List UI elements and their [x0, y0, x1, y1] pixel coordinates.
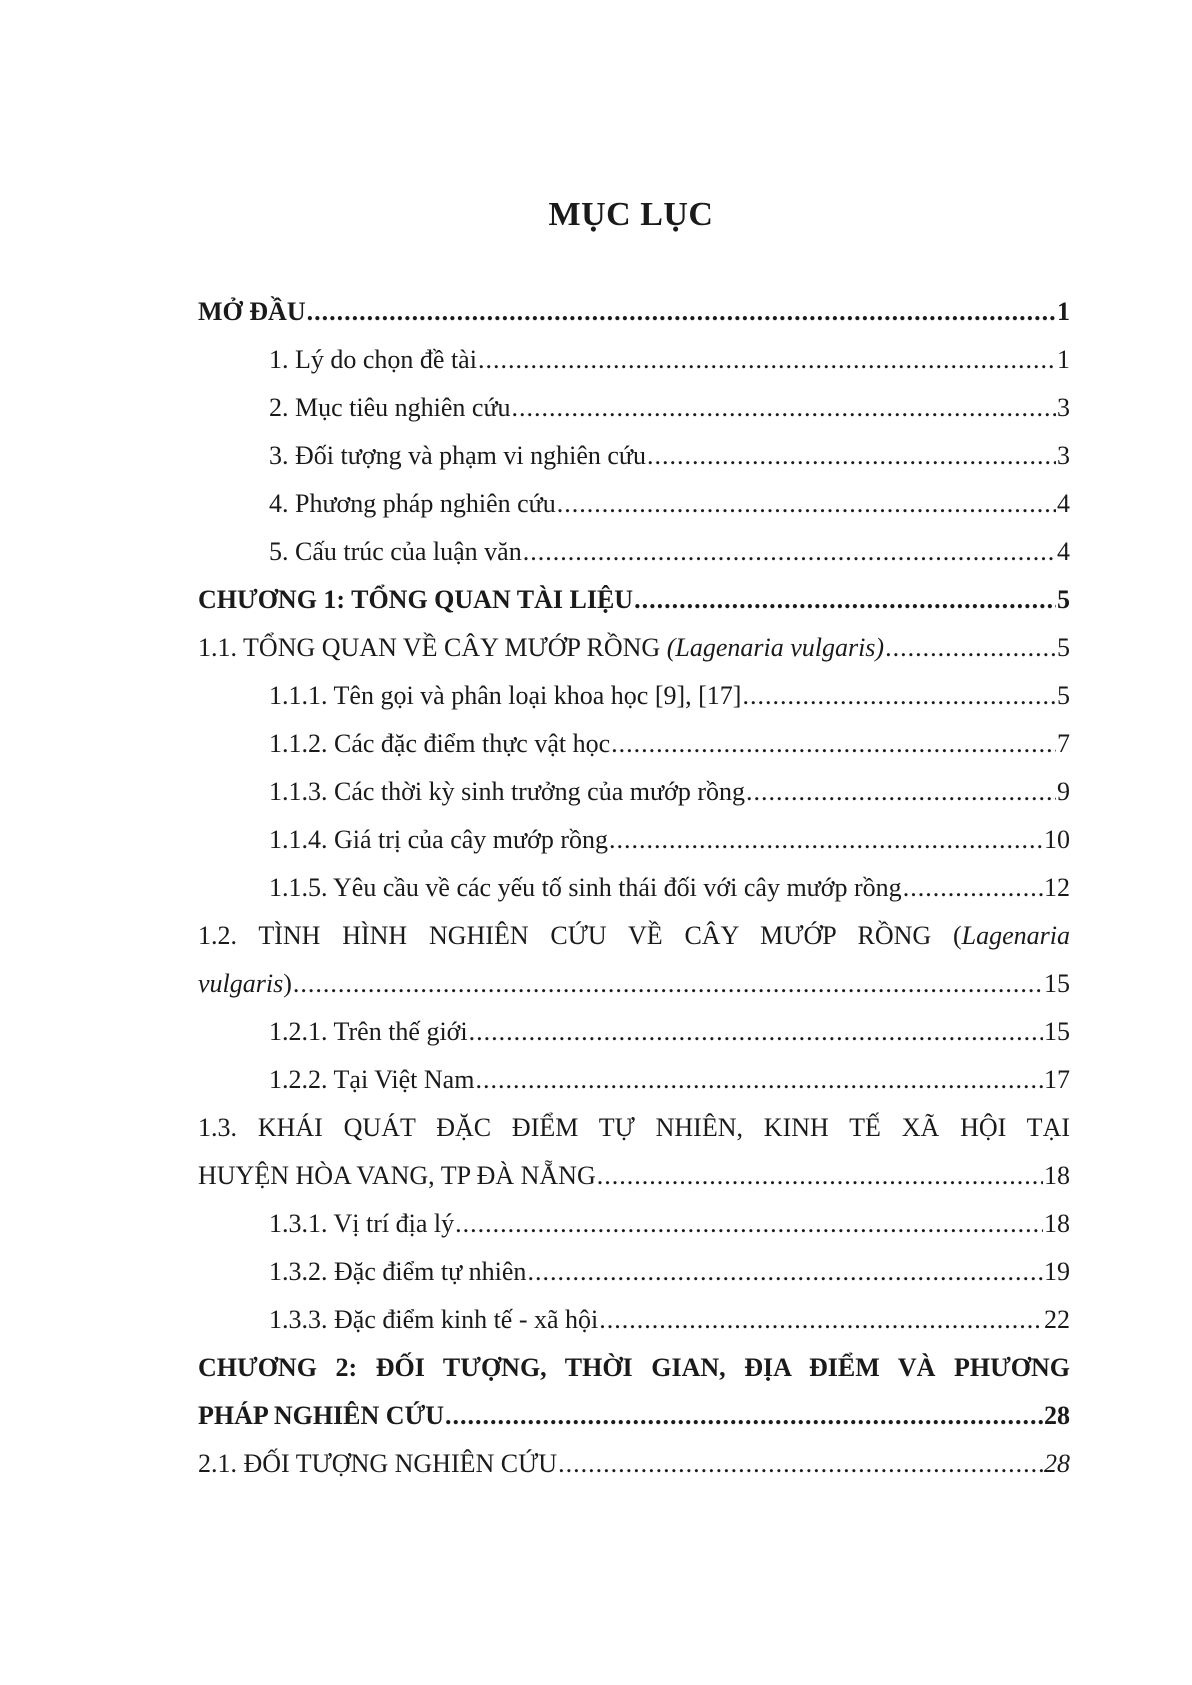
toc-label: 1.1.2. Các đặc điểm thực vật học: [269, 729, 611, 758]
toc-entry[interactable]: [269, 768, 1070, 816]
leader-dots: [307, 288, 1056, 336]
toc-label: 1.2. TÌNH HÌNH NGHIÊN CỨU VỀ CÂY MƯỚP RỒNG (Lagenaria: [198, 921, 1070, 950]
toc-page-number: 10: [1044, 825, 1070, 854]
leader-dots: [475, 1056, 1043, 1104]
toc-entry[interactable]: [269, 384, 1070, 432]
toc-label: 1.1. TỔNG QUAN VỀ CÂY MƯỚP RỒNG (Lagenaria vulgaris): [198, 633, 885, 662]
toc-entry[interactable]: [269, 480, 1070, 528]
leader-dots: [523, 528, 1056, 576]
toc-page-number: 12: [1044, 873, 1070, 902]
toc-page-number: 9: [1057, 777, 1070, 806]
toc-page-number: 1: [1057, 345, 1070, 374]
table-of-contents: [198, 288, 1070, 1488]
toc-label: MỞ ĐẦU: [198, 297, 306, 326]
toc-entry[interactable]: [269, 336, 1070, 384]
toc-page-number: 5: [1057, 633, 1070, 662]
leader-dots: [599, 1296, 1043, 1344]
toc-entry[interactable]: [269, 672, 1070, 720]
toc-label: 1.1.4. Giá trị của cây mướp rồng: [269, 825, 609, 854]
toc-page-number: 17: [1044, 1065, 1070, 1094]
toc-label: vulgaris): [198, 969, 292, 998]
leader-dots: [885, 624, 1056, 672]
toc-label: 2.1. ĐỐI TƯỢNG NGHIÊN CỨU: [198, 1449, 558, 1478]
leader-dots: [609, 816, 1043, 864]
toc-page-number: 15: [1044, 1017, 1070, 1046]
leader-dots: [455, 1200, 1043, 1248]
leader-dots: [293, 960, 1043, 1008]
toc-label: 1.2.1. Trên thế giới: [269, 1017, 468, 1046]
toc-label: CHƯƠNG 2: ĐỐI TƯỢNG, THỜI GIAN, ĐỊA ĐIỂM VÀ PHƯƠNG: [198, 1353, 1070, 1382]
toc-label: 1.2.2. Tại Việt Nam: [269, 1065, 475, 1094]
toc-page-number: 3: [1057, 393, 1070, 422]
toc-entry[interactable]: [269, 1248, 1070, 1296]
toc-entry[interactable]: [198, 1440, 1070, 1488]
toc-label: 1.1.3. Các thời kỳ sinh trưởng của mướp rồng: [269, 777, 745, 806]
toc-page-number: 28: [1044, 1449, 1070, 1478]
toc-entry-line2[interactable]: [198, 1392, 1070, 1440]
toc-page-number: 28: [1044, 1401, 1070, 1430]
leader-dots: [597, 1152, 1043, 1200]
toc-entry-line1[interactable]: [198, 1344, 1070, 1392]
leader-dots: [634, 576, 1056, 624]
toc-page-number: 3: [1057, 441, 1070, 470]
toc-entry[interactable]: [198, 624, 1070, 672]
toc-entry[interactable]: [269, 816, 1070, 864]
toc-entry[interactable]: [269, 1056, 1070, 1104]
page-title: MỤC LỤC: [548, 196, 714, 233]
toc-entry[interactable]: [269, 1200, 1070, 1248]
toc-entry[interactable]: [269, 864, 1070, 912]
toc-label: HUYỆN HÒA VANG, TP ĐÀ NẴNG: [198, 1161, 596, 1190]
leader-dots: [647, 432, 1056, 480]
toc-label: 1.3.3. Đặc điểm kinh tế - xã hội: [269, 1305, 599, 1334]
leader-dots: [903, 864, 1043, 912]
toc-entry-line2[interactable]: [198, 1152, 1070, 1200]
toc-entry[interactable]: [269, 432, 1070, 480]
toc-page-number: 19: [1044, 1257, 1070, 1286]
toc-label: 1.3. KHÁI QUÁT ĐẶC ĐIỂM TỰ NHIÊN, KINH TẾ XÃ HỘI TẠI: [198, 1113, 1070, 1142]
leader-dots: [512, 384, 1056, 432]
toc-label: 1. Lý do chọn đề tài: [269, 345, 477, 374]
toc-label: 5. Cấu trúc của luận văn: [269, 537, 522, 566]
leader-dots: [527, 1248, 1043, 1296]
toc-page-number: 5: [1057, 681, 1070, 710]
toc-page-number: 1: [1057, 297, 1070, 326]
toc-page-number: 4: [1057, 489, 1070, 518]
toc-label: 2. Mục tiêu nghiên cứu: [269, 393, 511, 422]
leader-dots: [478, 336, 1056, 384]
toc-label: 4. Phương pháp nghiên cứu: [269, 489, 556, 518]
toc-label: PHÁP NGHIÊN CỨU: [198, 1401, 445, 1430]
leader-dots: [611, 720, 1056, 768]
leader-dots: [558, 1440, 1043, 1488]
toc-page-number: 7: [1057, 729, 1070, 758]
toc-entry[interactable]: [198, 576, 1070, 624]
toc-label: 1.1.5. Yêu cầu về các yếu tố sinh thái đối với cây mướp rồng: [269, 873, 902, 902]
toc-entry-line2[interactable]: [198, 960, 1070, 1008]
leader-dots: [557, 480, 1056, 528]
toc-entry[interactable]: [269, 528, 1070, 576]
toc-label: 3. Đối tượng và phạm vi nghiên cứu: [269, 441, 646, 470]
toc-entry[interactable]: [198, 288, 1070, 336]
leader-dots: [469, 1008, 1043, 1056]
toc-entry-line1[interactable]: [198, 912, 1070, 960]
toc-page-number: 18: [1044, 1209, 1070, 1238]
toc-label: 1.3.2. Đặc điểm tự nhiên: [269, 1257, 527, 1286]
toc-page-number: 4: [1057, 537, 1070, 566]
toc-label: CHƯƠNG 1: TỔNG QUAN TÀI LIỆU: [198, 585, 634, 614]
leader-dots: [746, 768, 1056, 816]
toc-entry[interactable]: [269, 1008, 1070, 1056]
toc-entry[interactable]: [269, 720, 1070, 768]
leader-dots: [445, 1392, 1043, 1440]
toc-label: 1.3.1. Vị trí địa lý: [269, 1209, 455, 1238]
toc-page-number: 15: [1044, 969, 1070, 998]
toc-entry[interactable]: [269, 1296, 1070, 1344]
toc-label: 1.1.1. Tên gọi và phân loại khoa học [9], [17]: [269, 681, 742, 710]
toc-page-number: 18: [1044, 1161, 1070, 1190]
toc-page-number: 5: [1057, 585, 1070, 614]
toc-entry-line1[interactable]: [198, 1104, 1070, 1152]
leader-dots: [742, 672, 1056, 720]
toc-page-number: 22: [1044, 1305, 1070, 1334]
